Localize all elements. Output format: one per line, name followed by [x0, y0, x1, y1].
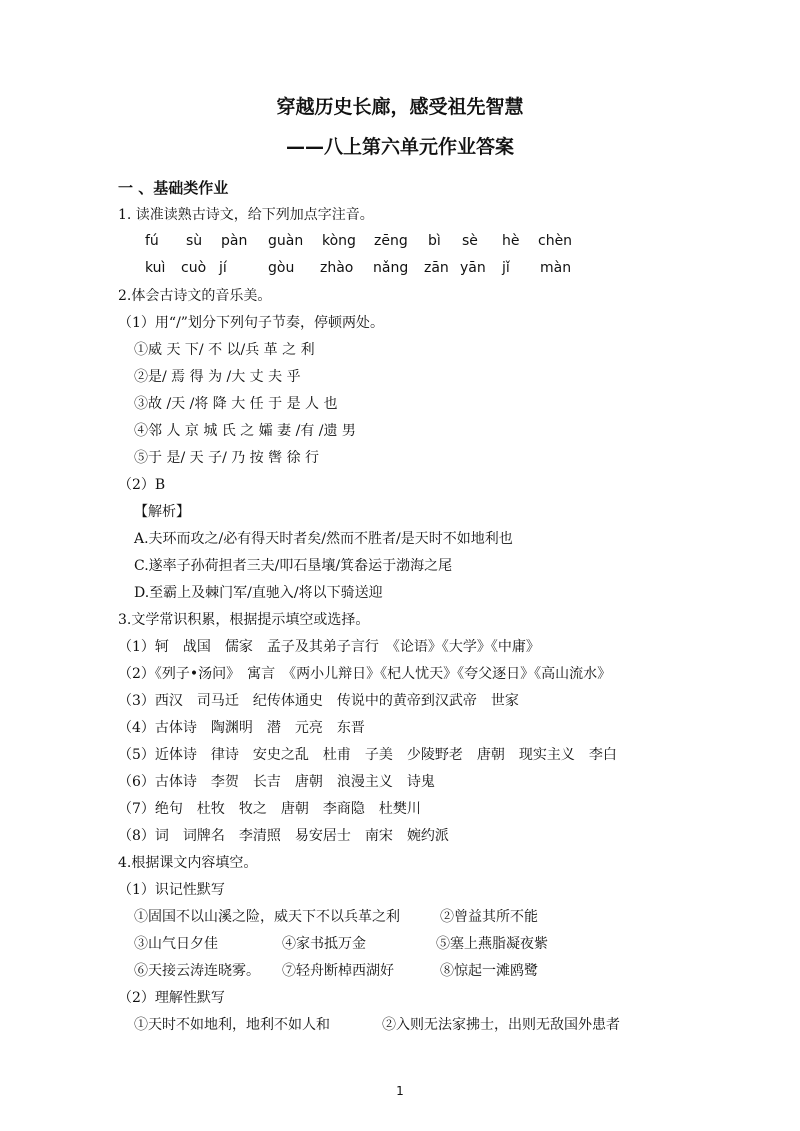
question-4-part-1: （1）识记性默写	[118, 882, 225, 898]
question-2: 2.体会古诗文的音乐美。	[118, 288, 272, 304]
answer-item: ④邻 人 京 城 氏 之 孀 妻 /有 /遗 男	[134, 423, 356, 439]
question-4-part-2: （2）理解性默写	[118, 990, 225, 1006]
answer-item: ⑤塞上燕脂凝夜紫	[436, 936, 548, 952]
answer-item: ②曾益其所不能	[440, 909, 538, 925]
answer-item: （6）古体诗 李贺 长吉 唐朝 浪漫主义 诗鬼	[118, 774, 435, 790]
pinyin: yān	[460, 260, 486, 276]
answer-item: ③故 /天 /将 降 大 任 于 是 人 也	[134, 396, 338, 412]
page-number: 1	[396, 1084, 404, 1098]
document-title: 穿越历史长廊，感受祖先智慧	[276, 96, 524, 118]
pinyin: chèn	[538, 233, 573, 249]
answer-item: （1）轲 战国 儒家 孟子及其弟子言行 《论语》《大学》《中庸》	[118, 639, 540, 655]
question-2-part-2: （2）B	[118, 477, 166, 493]
answer-item: ⑤于 是/ 天 子/ 乃 按 辔 徐 行	[134, 450, 320, 466]
answer-item: （3）西汉 司马迁 纪传体通史 传说中的黄帝到汉武帝 世家	[118, 693, 519, 709]
answer-item: （7）绝句 杜牧 牧之 唐朝 李商隐 杜樊川	[118, 801, 421, 817]
pinyin: hè	[502, 233, 520, 249]
pinyin: guàn	[268, 233, 304, 249]
answer-item: ②入则无法家拂士，出则无敌国外患者	[382, 1017, 620, 1033]
question-2-part-1: （1）用“/”划分下列句子节奏，停顿两处。	[118, 315, 384, 331]
answer-item: ②是/ 焉 得 为 /大 丈 夫 乎	[134, 369, 301, 385]
answer-item: （8）词 词牌名 李清照 易安居士 南宋 婉约派	[118, 828, 449, 844]
pinyin: jí	[219, 260, 227, 276]
pinyin: sè	[462, 233, 478, 249]
pinyin: kòng	[322, 233, 356, 249]
answer-item: ①威 天 下/ 不 以/兵 革 之 利	[134, 342, 315, 358]
analysis-item: A.夫环而攻之/必有得天时者矣/然而不胜者/是天时不如地利也	[134, 531, 513, 547]
pinyin: zēng	[374, 233, 408, 249]
answer-item: ③山气日夕佳	[134, 936, 218, 952]
answer-item: ①天时不如地利，地利不如人和	[134, 1017, 330, 1033]
section-heading: 一 、基础类作业	[118, 179, 229, 197]
question-1: 1. 读准读熟古诗文，给下列加点字注音。	[118, 207, 374, 223]
answer-item: ⑧惊起一滩鸥鹭	[440, 963, 538, 979]
answer-item: ④家书抵万金	[282, 936, 366, 952]
pinyin: pàn	[221, 233, 248, 249]
pinyin: màn	[540, 260, 572, 276]
answer-item: （4）古体诗 陶渊明 潜 元亮 东晋	[118, 720, 365, 736]
answer-item: ①固国不以山溪之险，威天下不以兵革之利	[134, 909, 400, 925]
analysis-item: C.遂率子孙荷担者三夫/叩石垦壤/箕畚运于渤海之尾	[134, 558, 453, 574]
answer-item: （5）近体诗 律诗 安史之乱 杜甫 子美 少陵野老 唐朝 现实主义 李白	[118, 747, 617, 763]
pinyin: zān	[424, 260, 449, 276]
pinyin: fú	[145, 233, 159, 249]
analysis-item: D.至霸上及棘门军/直驰入/将以下骑送迎	[134, 585, 383, 601]
pinyin: zhào	[320, 260, 354, 276]
question-3: 3.文学常识积累，根据提示填空或选择。	[118, 612, 370, 628]
document-subtitle: ——八上第六单元作业答案	[285, 136, 514, 158]
analysis-label: 【解析】	[134, 504, 190, 520]
pinyin: sù	[186, 233, 203, 249]
pinyin: bì	[428, 233, 441, 249]
pinyin: gòu	[268, 260, 295, 276]
pinyin: kuì	[145, 260, 166, 276]
answer-item: ⑥天接云涛连晓雾。	[134, 963, 260, 979]
answer-item: （2）《列子•汤问》 寓言 《两小儿辩日》《杞人忧天》《夸父逐日》《高山流水》	[118, 666, 612, 682]
answer-item: ⑦轻舟断棹西湖好	[282, 963, 394, 979]
pinyin: nǎng	[373, 260, 409, 276]
pinyin: cuò	[181, 260, 207, 276]
pinyin: jǐ	[502, 260, 510, 276]
question-4: 4.根据课文内容填空。	[118, 855, 258, 871]
